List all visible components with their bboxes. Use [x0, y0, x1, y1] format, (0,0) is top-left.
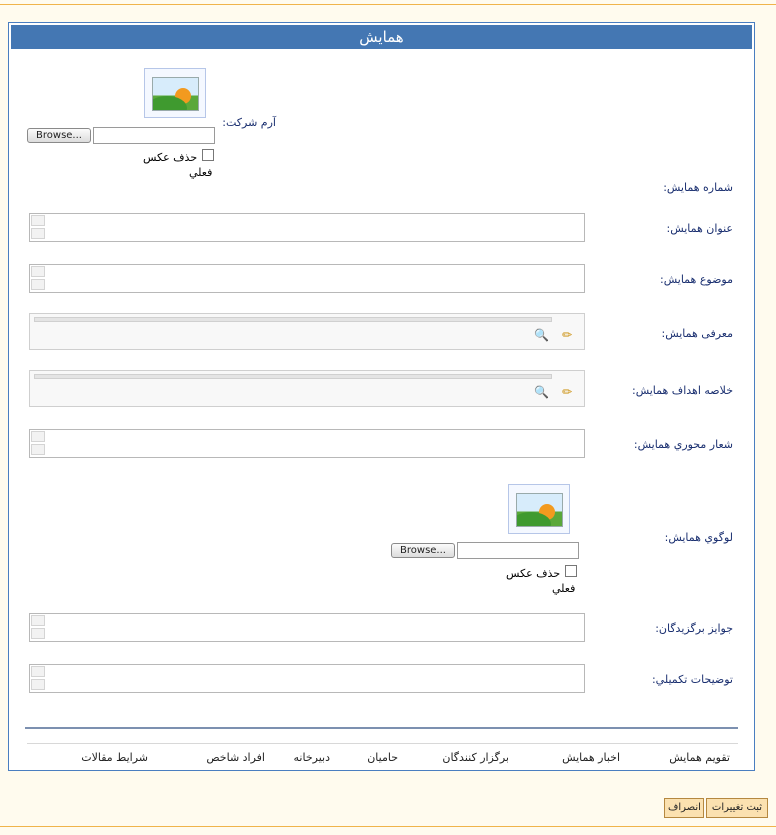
top-rule: [0, 4, 776, 5]
pencil-icon[interactable]: ✏: [561, 385, 573, 399]
link-sponsors[interactable]: حاميان: [367, 751, 398, 764]
save-changes-button[interactable]: ثبت تغييرات: [706, 798, 768, 818]
conference-links-bar: [27, 743, 738, 769]
section-divider: [25, 727, 738, 729]
link-organizers[interactable]: برگزار كنندگان: [442, 751, 509, 764]
conference-slogan-label: شعار محوري همايش:: [633, 438, 733, 451]
conference-subject-input[interactable]: [29, 264, 585, 293]
company-logo-delete-checkbox[interactable]: [202, 149, 214, 161]
link-key-people[interactable]: افراد شاخص: [206, 751, 265, 764]
bottom-rule: [0, 826, 776, 827]
conference-intro-editor[interactable]: [29, 313, 585, 350]
conference-number-label: شماره همايش:: [663, 181, 733, 194]
notes-label: توضيحات تکميلي:: [651, 673, 733, 686]
conference-goals-label: خلاصه اهداف همايش:: [632, 384, 733, 397]
conference-slogan-input[interactable]: [29, 429, 585, 458]
conference-logo-label: لوگوي همايش:: [664, 531, 733, 544]
conference-goals-editor[interactable]: [29, 370, 585, 407]
link-secretariat[interactable]: دبيرخانه: [293, 751, 330, 764]
magnifier-icon[interactable]: 🔍: [534, 385, 549, 399]
awards-label: جوايز برگزيدگان:: [655, 622, 733, 635]
company-logo-delete-label-2: فعلي: [189, 166, 213, 179]
link-paper-conditions[interactable]: شرايط مقالات: [81, 751, 148, 764]
pencil-icon[interactable]: ✏: [561, 328, 573, 342]
conference-logo-file-path[interactable]: [457, 542, 579, 559]
conference-logo-browse-button[interactable]: Browse...: [391, 543, 455, 558]
company-logo-image-icon: [144, 68, 206, 118]
company-logo-browse-button[interactable]: Browse...: [27, 128, 91, 143]
magnifier-icon[interactable]: 🔍: [534, 328, 549, 342]
company-logo-file-path[interactable]: [93, 127, 215, 144]
company-logo-label: آرم شرکت:: [222, 116, 276, 129]
awards-input[interactable]: [29, 613, 585, 642]
conference-form-panel: [8, 22, 755, 771]
conference-title-label: عنوان همايش:: [666, 222, 733, 235]
conference-subject-label: موضوع همايش:: [660, 273, 733, 286]
panel-title: همایش: [11, 25, 752, 49]
link-conference-calendar[interactable]: تقويم همايش: [669, 751, 730, 764]
conference-logo-delete-label: حذف عكس: [506, 567, 561, 580]
cancel-button[interactable]: انصراف: [664, 798, 704, 818]
conference-title-input[interactable]: [29, 213, 585, 242]
notes-input[interactable]: [29, 664, 585, 693]
link-conference-news[interactable]: اخبار همايش: [562, 751, 620, 764]
conference-intro-label: معرفی همايش:: [661, 327, 733, 340]
conference-logo-delete-label-2: فعلي: [552, 582, 576, 595]
company-logo-delete-label: حذف عکس: [143, 151, 198, 164]
conference-logo-delete-checkbox[interactable]: [565, 565, 577, 577]
conference-logo-image-icon: [508, 484, 570, 534]
